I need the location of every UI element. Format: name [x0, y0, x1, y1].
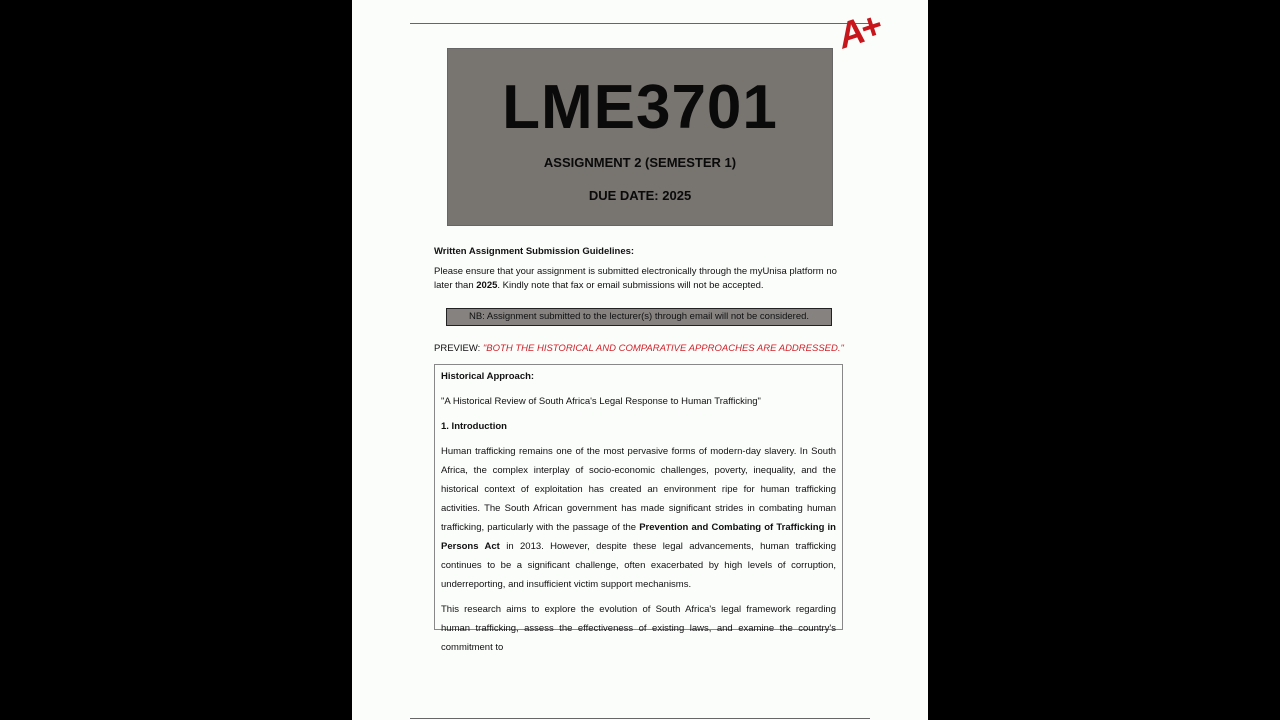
cover-banner — [447, 48, 833, 226]
due-date: DUE DATE: 2025 — [588, 188, 692, 203]
guidelines-heading: Written Assignment Submission Guidelines: — [434, 246, 635, 257]
preview-quote: "BOTH THE HISTORICAL AND COMPARATIVE APPROACHES ARE ADDRESSED." — [482, 343, 844, 354]
assignment-subtitle: ASSIGNMENT 2 (SEMESTER 1) — [543, 155, 737, 170]
guidelines-text-1: Please ensure that your assignment is submitted electronically through the myUnisa platform no later than — [434, 266, 837, 291]
intro-paragraph-1 — [441, 442, 836, 594]
p1-text-b: in 2013. However, despite these legal advancements, human trafficking continues to be a significant challenge, often exacerbated by high levels of corruption, underreporting, and insufficient victim support mechanisms. — [441, 541, 836, 590]
approach-heading: Historical Approach: — [441, 371, 535, 382]
p1-text-a: Human trafficking remains one of the most pervasive forms of modern-day slavery. In South Africa, the complex interplay of socio-economic challenges, poverty, inequality, and the historical context of exploitation has created an environment ripe for human trafficking activities. The South African government has made significant strides in combating human trafficking, particularly with the passage of the — [441, 446, 836, 533]
guidelines-text — [434, 265, 844, 293]
guidelines-date: 2025 — [476, 280, 498, 291]
footer-rule — [410, 718, 870, 719]
p1-act-name: Prevention and Combating of Trafficking in Persons Act — [441, 522, 836, 552]
preview-content-box — [434, 364, 843, 653]
intro-paragraph-2: This research aims to explore the evolution of South Africa's legal framework regarding human trafficking, assess the effectiveness of existing laws, and examine the country's commitment to — [441, 604, 836, 653]
header-rule — [410, 23, 870, 24]
guidelines-text-2: . Kindly note that fax or email submissions will not be accepted. — [497, 280, 764, 291]
nb-notice: NB: Assignment submitted to the lecturer(s) through email will not be considered. — [446, 308, 832, 326]
paper-title: "A Historical Review of South Africa's Legal Response to Human Trafficking" — [441, 396, 761, 407]
course-code: LME3701 — [502, 73, 778, 142]
preview-line — [434, 342, 844, 356]
grade-mark-logo: A+ — [832, 4, 885, 57]
preview-label: PREVIEW: — [434, 343, 483, 354]
section-heading: 1. Introduction — [441, 421, 507, 432]
